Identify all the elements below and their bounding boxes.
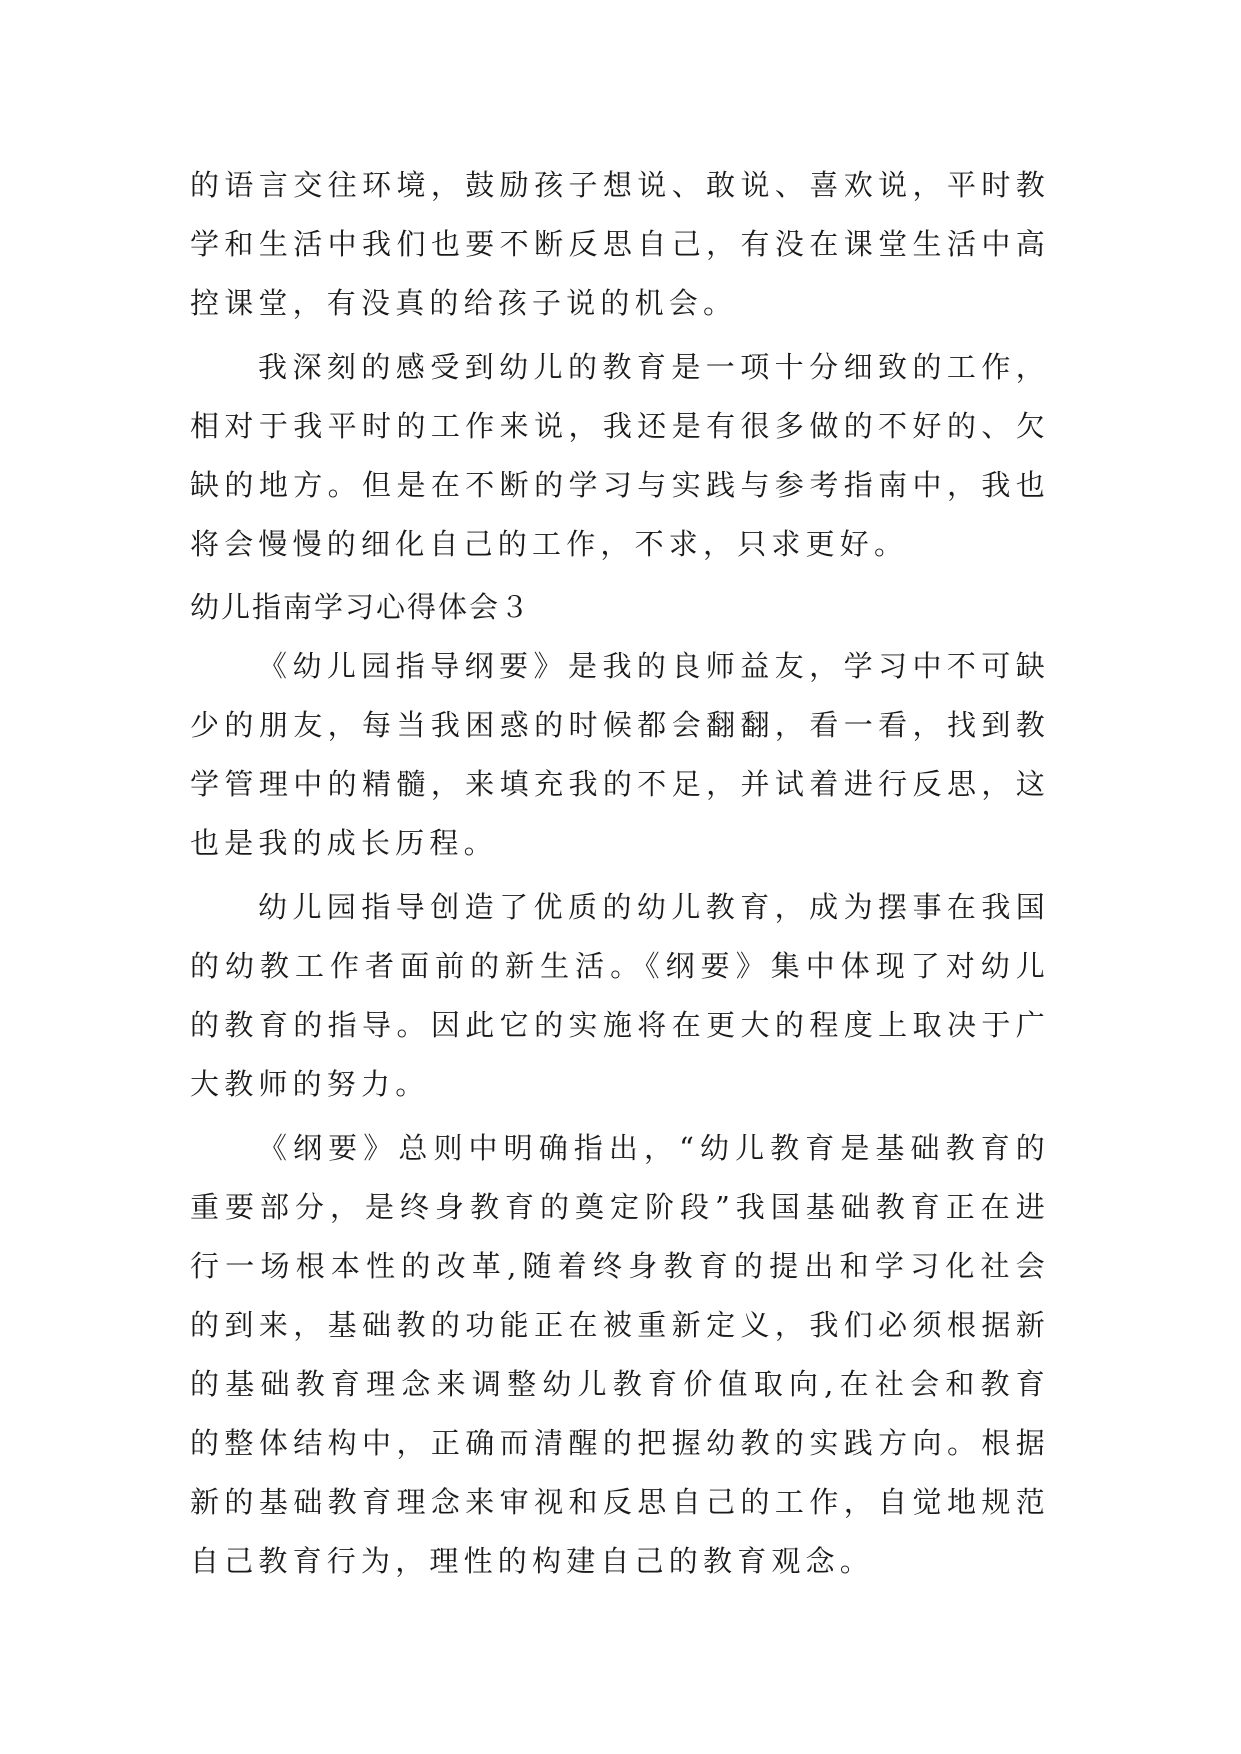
paragraph: 《幼儿园指导纲要》是我的良师益友，学习中不可缺少的朋友，每当我困惑的时候都会翻翻，看一看，找到教学管理中的精髓，来填充我的不足，并试着进行反思，这也是我的成长历程。 <box>190 649 1050 860</box>
section-heading: 幼儿指南学习心得体会３ <box>190 590 532 624</box>
paragraph-continuation: 的语言交往环境，鼓励孩子想说、敢说、喜欢说，平时教学和生活中我们也要不断反思自己，有没在课堂生活中高控课堂，有没真的给孩子说的机会。 <box>190 168 1050 320</box>
paragraph: 《纲要》总则中明确指出，“幼儿教育是基础教育的重要部分，是终身教育的奠定阶段”我国基础教育正在进行一场根本性的改革,随着终身教育的提出和学习化社会的到来，基础教的功能正在被重新定义，我们必须根据新的基础教育理念来调整幼儿教育价值取向,在社会和教育的整体结构中，正确而清醒的把握幼教的实践方向。根据新的基础教育理念来审视和反思自己的工作，自觉地规范自己教育行为，理性的构建自己的教育观念。 <box>190 1131 1050 1578</box>
paragraph: 我深刻的感受到幼儿的教育是一项十分细致的工作，相对于我平时的工作来说，我还是有很多做的不好的、欠缺的地方。但是在不断的学习与实践与参考指南中，我也将会慢慢的细化自己的工作，不求，只求更好。 <box>190 350 1050 561</box>
document-body <box>190 156 1050 1596</box>
paragraph: 幼儿园指导创造了优质的幼儿教育，成为摆事在我国的幼教工作者面前的新生活。《纲要》集中体现了对幼儿的教育的指导。因此它的实施将在更大的程度上取决于广大教师的努力。 <box>190 890 1050 1101</box>
